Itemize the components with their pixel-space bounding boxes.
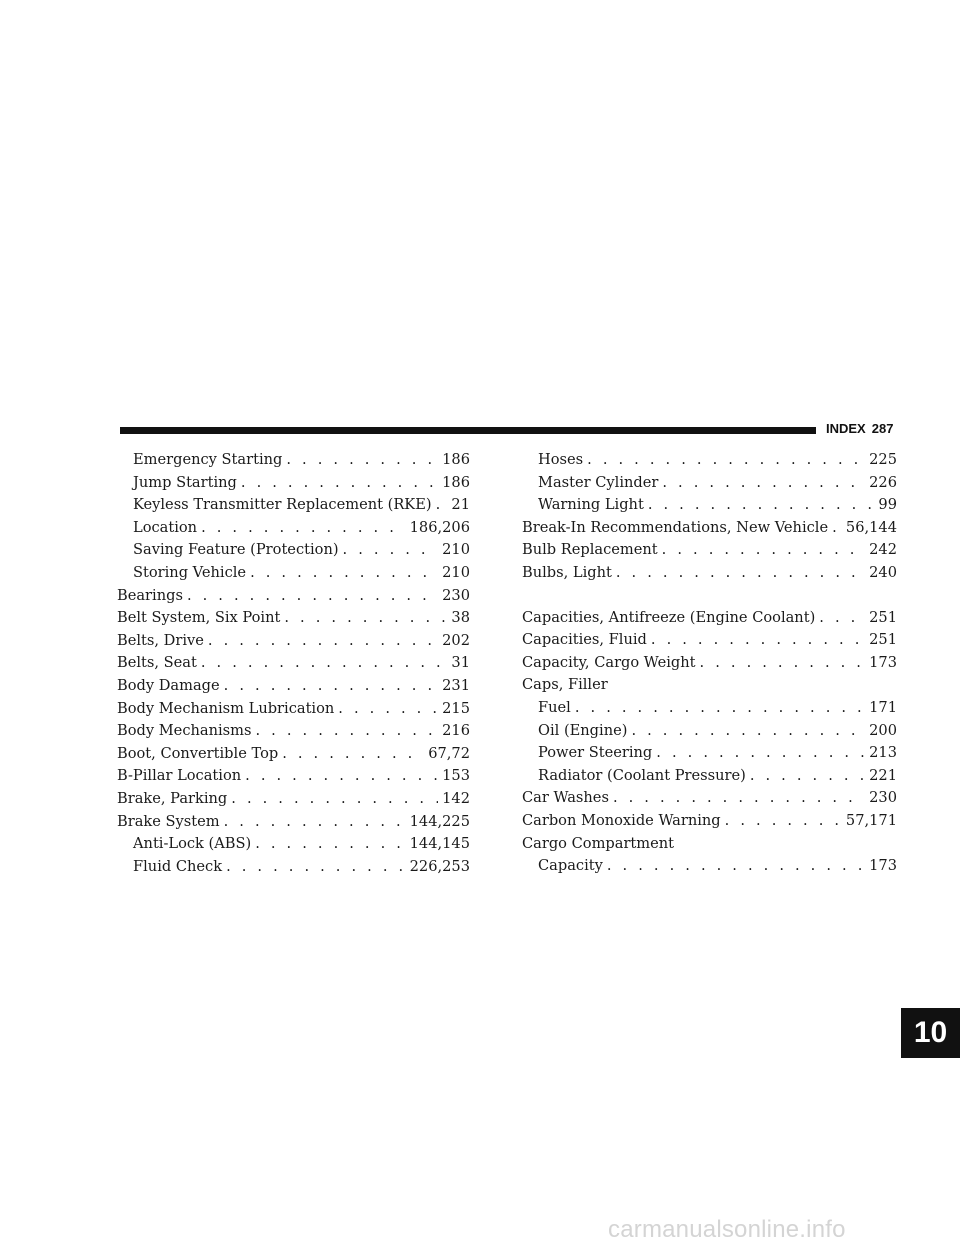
dot-leader [250,562,438,585]
index-entry [522,652,897,675]
index-page-ref: 21 [451,496,470,514]
index-term: Capacity, Cargo Weight [522,653,696,671]
index-entry [522,472,897,495]
index-entry [522,674,897,697]
index-term: Hoses [538,451,584,468]
index-term: Radiator (Coolant Pressure) [538,766,746,784]
dot-leader [648,494,875,517]
index-page-ref: 251 [869,631,897,649]
index-page-ref: 251 [869,608,897,626]
index-entry [522,629,897,652]
index-spacer [522,585,897,607]
index-entry [117,720,470,743]
index-entry [117,517,470,540]
dot-leader [750,765,865,788]
index-entry [522,810,897,833]
index-page-ref: 221 [869,766,897,784]
index-term: Belts, Drive [117,631,204,649]
index-term: Storing Vehicle [133,563,247,581]
index-term: B-Pillar Location [117,767,242,785]
index-term: Carbon Monoxide Warning [522,811,721,829]
dot-leader [255,720,438,743]
index-term: Emergency Starting [133,451,283,468]
index-page-ref: 186,206 [409,518,470,536]
dot-leader [613,787,865,810]
index-page-ref: 67,72 [428,744,470,762]
index-term: Body Mechanisms [117,722,252,740]
index-page-ref: 142 [442,789,470,807]
chapter-tab-label: 10 [913,1016,948,1049]
dot-leader [224,675,438,698]
index-term: Location [133,518,198,536]
dot-leader [286,449,438,472]
index-term: Power Steering [538,744,653,762]
index-page-ref: 240 [869,563,897,581]
dot-leader [284,607,447,630]
index-page-ref: 153 [442,767,470,785]
header-rule [120,427,816,434]
index-entry [117,472,470,495]
index-term: Oil (Engine) [538,721,628,739]
dot-leader [338,698,438,721]
index-page-ref: 186 [442,451,470,468]
dot-leader [616,562,865,585]
index-term: Capacities, Antifreeze (Engine Coolant) [522,608,816,626]
index-term: Brake, Parking [117,789,228,807]
page-number: 287 [871,421,894,436]
index-page-ref: 186 [442,473,470,491]
index-page-ref: 57,171 [845,811,897,829]
index-term: Body Damage [117,676,220,694]
index-page-ref: 38 [451,609,470,627]
index-entry [117,698,470,721]
index-term: Saving Feature (Protection) [133,541,339,559]
index-entry [117,788,470,811]
index-entry [117,811,470,834]
index-term: Belt System, Six Point [117,609,281,627]
index-term: Capacity [538,857,603,875]
dot-leader [201,517,406,540]
index-entry [117,675,470,698]
index-page-ref: 210 [442,541,470,559]
dot-leader [241,472,438,495]
index-entry [522,494,897,517]
dot-leader [436,494,448,517]
index-term: Bulb Replacement [522,541,658,559]
index-entry [522,449,897,472]
index-term: Caps, Filler [522,676,608,694]
dot-leader [226,856,406,879]
index-page-ref: 215 [442,699,470,717]
dot-leader [187,585,438,608]
index-column-left [117,449,470,878]
dot-leader [819,607,865,630]
index-page-ref: 210 [442,563,470,581]
dot-leader [607,855,865,878]
index-term: Break-In Recommendations, New Vehicle [522,518,829,536]
index-term: Master Cylinder [538,473,659,491]
dot-leader [587,449,865,472]
index-entry [522,833,897,856]
index-column-right [522,449,897,878]
index-page-ref: 225 [869,451,897,468]
index-term: Body Mechanism Lubrication [117,699,335,717]
index-page-ref: 173 [869,653,897,671]
dot-leader [245,765,438,788]
index-page-ref: 226,253 [409,857,470,875]
index-entry [117,856,470,879]
index-entry [117,652,470,675]
index-entry [117,494,470,517]
index-entry [117,765,470,788]
index-entry [522,855,897,878]
index-term: Bulbs, Light [522,563,612,581]
index-entry [117,607,470,630]
index-entry [117,562,470,585]
watermark: carmanualsonline.info [608,1216,846,1243]
dot-leader [651,629,865,652]
index-page-ref: 231 [442,676,470,694]
dot-leader [662,539,865,562]
index-term: Keyless Transmitter Replacement (RKE) [133,496,432,514]
dot-leader [631,720,865,743]
running-header [826,421,893,436]
index-term: Jump Starting [133,473,237,491]
index-page-ref: 242 [869,541,897,559]
index-term: Capacities, Fluid [522,631,647,649]
index-term: Brake System [117,812,220,830]
index-entry [522,539,897,562]
index-entry [117,585,470,608]
index-page-ref: 99 [878,496,897,514]
index-entry [522,607,897,630]
index-term: Warning Light [538,496,644,514]
dot-leader [282,743,424,766]
index-page-ref: 226 [869,473,897,491]
index-term: Boot, Convertible Top [117,744,279,762]
index-entry [522,720,897,743]
dot-leader [656,742,865,765]
index-page-ref: 173 [869,857,897,875]
index-entry [117,539,470,562]
index-entry [522,742,897,765]
index-entry [522,765,897,788]
dot-leader [201,652,448,675]
dot-leader [575,697,865,720]
index-entry [117,449,470,472]
dot-leader [231,788,438,811]
index-page-ref: 56,144 [845,518,897,536]
dot-leader [224,811,406,834]
index-term: Fuel [538,698,571,716]
index-page-ref: 213 [869,744,897,762]
index-term: Car Washes [522,789,609,807]
index-entry [522,787,897,810]
chapter-tab [901,1008,960,1058]
index-term: Belts, Seat [117,654,197,672]
index-term: Cargo Compartment [522,834,675,852]
index-page-ref: 171 [869,698,897,716]
index-entry [522,517,897,540]
index-page-ref: 31 [451,654,470,672]
dot-leader [832,517,842,540]
index-term: Fluid Check [133,857,223,875]
index-term: Anti-Lock (ABS) [133,835,252,853]
dot-leader [662,472,865,495]
index-entry [117,833,470,856]
index-page-ref: 144,145 [409,835,470,853]
dot-leader [255,833,405,856]
index-page-ref: 230 [869,789,897,807]
index-entry [117,743,470,766]
dot-leader [700,652,866,675]
index-entry [522,562,897,585]
index-term: Bearings [117,586,183,604]
index-entry [522,697,897,720]
index-page-ref: 230 [442,586,470,604]
index-page-ref: 200 [869,721,897,739]
section-label: INDEX [826,421,866,436]
index-page-ref: 202 [442,631,470,649]
dot-leader [725,810,842,833]
index-page-ref: 144,225 [409,812,470,830]
index-page-ref: 216 [442,722,470,740]
index-entry [117,630,470,653]
dot-leader [343,539,439,562]
dot-leader [208,630,438,653]
